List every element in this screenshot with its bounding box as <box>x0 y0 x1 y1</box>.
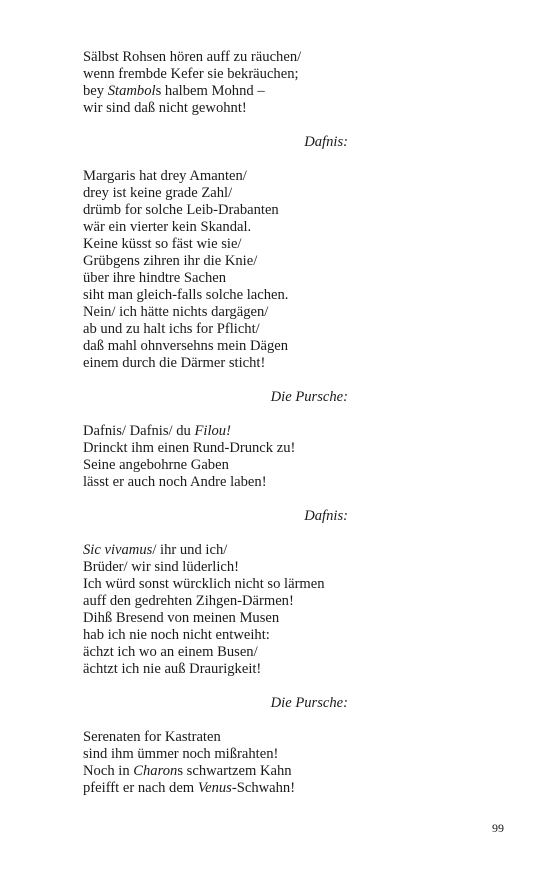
verse-text: hab ich nie noch nicht entweiht: <box>83 627 270 643</box>
verse-text: bey <box>83 83 108 99</box>
verse-text: ab und zu halt ichs for Pflicht/ <box>83 321 260 337</box>
verse-text: -Schwahn! <box>231 780 296 796</box>
verse-line <box>83 338 348 355</box>
verse-line <box>83 559 348 576</box>
verse-line <box>83 457 348 474</box>
verse-line <box>83 593 348 610</box>
verse-line <box>83 542 348 559</box>
verse-text: sind ihm ümmer noch mißrahten! <box>83 746 279 762</box>
verse-line <box>83 627 348 644</box>
verse-text: einem durch die Därmer sticht! <box>83 355 266 371</box>
verse-line <box>83 661 348 678</box>
speaker-heading: Die Pursche: <box>270 389 348 405</box>
verse-text: lässt er auch noch Andre laben! <box>83 474 267 490</box>
stanza <box>83 423 348 491</box>
verse-line <box>83 304 348 321</box>
verse-line <box>83 644 348 661</box>
verse-text: auff den gedrehten Zihgen-Därmen! <box>83 593 294 609</box>
verse-text: siht man gleich-falls solche lachen. <box>83 287 289 303</box>
verse-text: Dihß Bresend von meinen Musen <box>83 610 280 626</box>
stanza <box>83 542 348 678</box>
speaker-heading: Dafnis: <box>304 134 348 150</box>
verse-text: Grübgens zihren ihr die Knie/ <box>83 253 258 269</box>
verse-text: wenn frembde Kefer sie bekräuchen; <box>83 66 299 82</box>
italic-text: Charon <box>133 763 178 779</box>
verse-line <box>83 355 348 372</box>
verse-text: wär ein vierter kein Skandal. <box>83 219 252 235</box>
speaker-heading: Dafnis: <box>304 508 348 524</box>
italic-text: Venus <box>197 780 232 796</box>
verse-text: pfeifft er nach dem <box>83 780 198 796</box>
verse-line <box>83 100 348 117</box>
verse-line <box>83 423 348 440</box>
verse-line <box>83 168 348 185</box>
verse-line <box>83 474 348 491</box>
stanza <box>83 729 348 797</box>
verse-text: ächzt ich wo an einem Busen/ <box>83 644 258 660</box>
verse-line <box>83 440 348 457</box>
speaker-heading: Die Pursche: <box>270 695 348 711</box>
verse-line <box>83 49 348 66</box>
verse-text: / ihr und ich/ <box>152 542 228 558</box>
verse-line <box>83 185 348 202</box>
verse-text: drey ist keine grade Zahl/ <box>83 185 233 201</box>
verse-line <box>83 321 348 338</box>
verse-line <box>83 576 348 593</box>
verse-text: s schwartzem Kahn <box>177 763 292 779</box>
verse-text: Ich würd sonst würcklich nicht so lärmen <box>83 576 325 592</box>
verse-line <box>83 236 348 253</box>
verse-line <box>83 610 348 627</box>
verse-line <box>83 780 348 797</box>
verse-text: Noch in <box>83 763 134 779</box>
verse-text: Nein/ ich hätte nichts dargägen/ <box>83 304 269 320</box>
verse-text: Serenaten for Kastraten <box>83 729 221 745</box>
italic-text: Filou! <box>194 423 231 439</box>
verse-line <box>83 66 348 83</box>
verse-text: Keine küsst so fäst wie sie/ <box>83 236 242 252</box>
italic-text: Sic vivamus <box>83 542 153 558</box>
verse-text: wir sind daß nicht gewohnt! <box>83 100 247 116</box>
verse-text: Brüder/ wir sind lüderlich! <box>83 559 240 575</box>
verse-line <box>83 746 348 763</box>
verse-text: Sälbst Rohsen hören auff zu räuchen/ <box>83 49 302 65</box>
verse-line <box>83 202 348 219</box>
verse-line <box>83 763 348 780</box>
stanza <box>83 168 348 372</box>
page-number: 99 <box>492 821 504 835</box>
italic-text: Stambol <box>107 83 156 99</box>
verse-line <box>83 253 348 270</box>
verse-line <box>83 83 348 100</box>
verse-line <box>83 219 348 236</box>
verse-text: ächtzt ich nie auß Draurigkeit! <box>83 661 262 677</box>
verse-text: Seine angebohrne Gaben <box>83 457 229 473</box>
poem-page <box>83 49 348 814</box>
verse-line <box>83 287 348 304</box>
verse-line <box>83 729 348 746</box>
verse-text: s halbem Mohnd – <box>155 83 265 99</box>
verse-text: Margaris hat drey Amanten/ <box>83 168 247 184</box>
verse-line <box>83 270 348 287</box>
verse-text: daß mahl ohnversehns mein Dägen <box>83 338 289 354</box>
verse-text: drümb for solche Leib-Drabanten <box>83 202 279 218</box>
stanza <box>83 49 348 117</box>
verse-text: Drinckt ihm einen Rund-Drunck zu! <box>83 440 296 456</box>
verse-text: Dafnis/ Dafnis/ du <box>83 423 195 439</box>
verse-text: über ihre hindtre Sachen <box>83 270 227 286</box>
